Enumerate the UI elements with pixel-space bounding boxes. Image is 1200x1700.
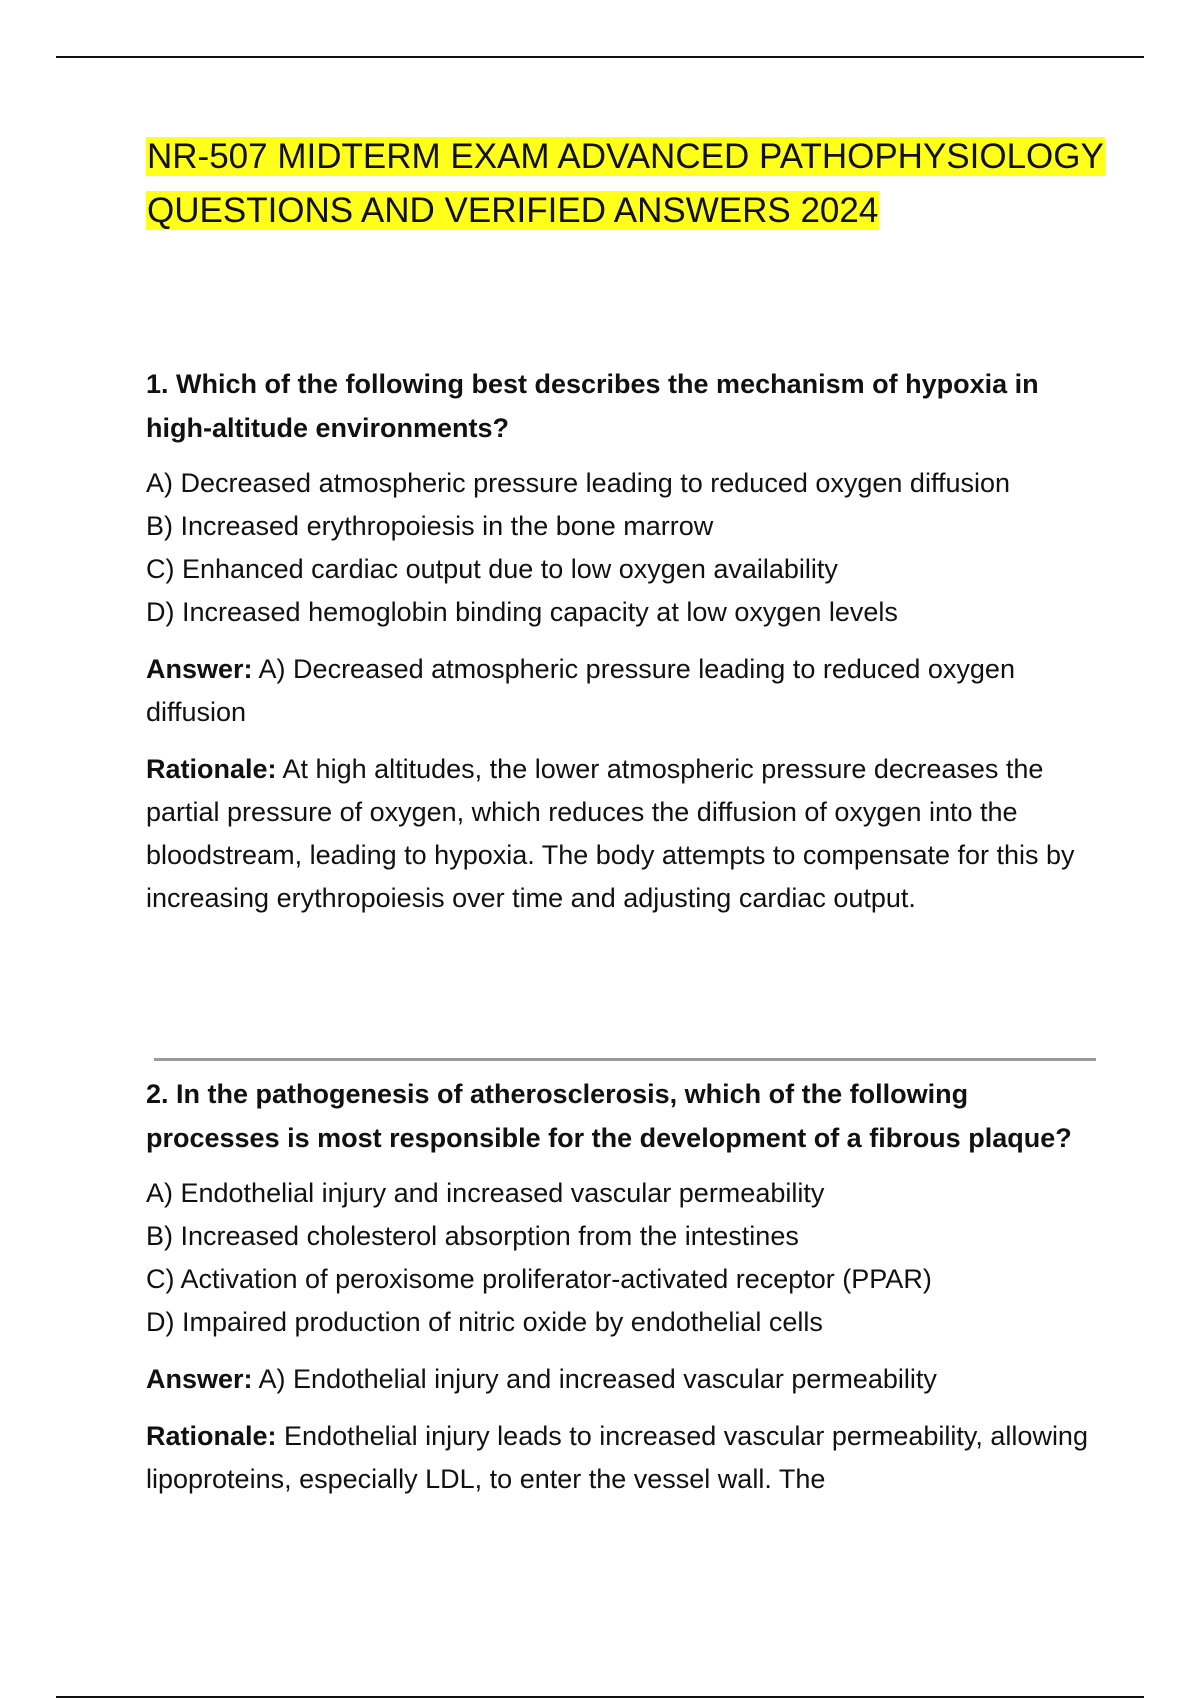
answer-text: A) Endothelial injury and increased vascular permeability: [258, 1364, 937, 1394]
title-line-1: NR-507 MIDTERM EXAM ADVANCED PATHOPHYSIOLOGY: [147, 137, 1104, 176]
rationale-label: Rationale:: [146, 1421, 277, 1451]
question-2-text: 2. In the pathogenesis of atherosclerosis, which of the following processes is most responsible for the development of a fibrous plaque?: [146, 1079, 1072, 1153]
option-d: D) Increased hemoglobin binding capacity at low oxygen levels: [146, 597, 898, 627]
option-c: C) Enhanced cardiac output due to low oxygen availability: [146, 554, 838, 584]
question-2-answer: [146, 1358, 1106, 1401]
question-1: [146, 362, 1106, 934]
option-d: D) Impaired production of nitric oxide by endothelial cells: [146, 1307, 823, 1337]
answer-label: Answer:: [146, 1364, 253, 1394]
title-line-2: QUESTIONS AND VERIFIED ANSWERS 2024: [147, 191, 879, 230]
question-2: [146, 1072, 1106, 1515]
answer-label: Answer:: [146, 654, 253, 684]
option-c: C) Activation of peroxisome proliferator-activated receptor (PPAR): [146, 1264, 932, 1294]
rationale-text: At high altitudes, the lower atmospheric pressure decreases the partial pressure of oxygen, which reduces the diffusion of oxygen into the bloodstream, leading to hypoxia. The body attempts to compensate for this by increasing erythropoiesis over time and adjusting cardiac output.: [146, 754, 1075, 913]
question-separator: [154, 1058, 1096, 1061]
option-a: A) Decreased atmospheric pressure leading to reduced oxygen diffusion: [146, 468, 1010, 498]
question-2-rationale: [146, 1415, 1106, 1501]
question-1-text: 1. Which of the following best describes the mechanism of hypoxia in high-altitude environments?: [146, 369, 1039, 443]
question-2-options: [146, 1172, 1106, 1344]
option-a: A) Endothelial injury and increased vascular permeability: [146, 1178, 825, 1208]
question-1-answer: [146, 648, 1106, 734]
option-b: B) Increased cholesterol absorption from the intestines: [146, 1221, 799, 1251]
question-1-rationale: [146, 748, 1106, 920]
rationale-text: Endothelial injury leads to increased vascular permeability, allowing lipoproteins, especially LDL, to enter the vessel wall. The: [146, 1421, 1088, 1494]
question-1-options: [146, 462, 1106, 634]
answer-text: A) Decreased atmospheric pressure leading to reduced oxygen diffusion: [146, 654, 1015, 727]
document-title: [146, 130, 1106, 238]
footer-rule: [56, 1696, 1144, 1698]
header-rule: [56, 56, 1144, 58]
option-b: B) Increased erythropoiesis in the bone marrow: [146, 511, 714, 541]
rationale-label: Rationale:: [146, 754, 277, 784]
